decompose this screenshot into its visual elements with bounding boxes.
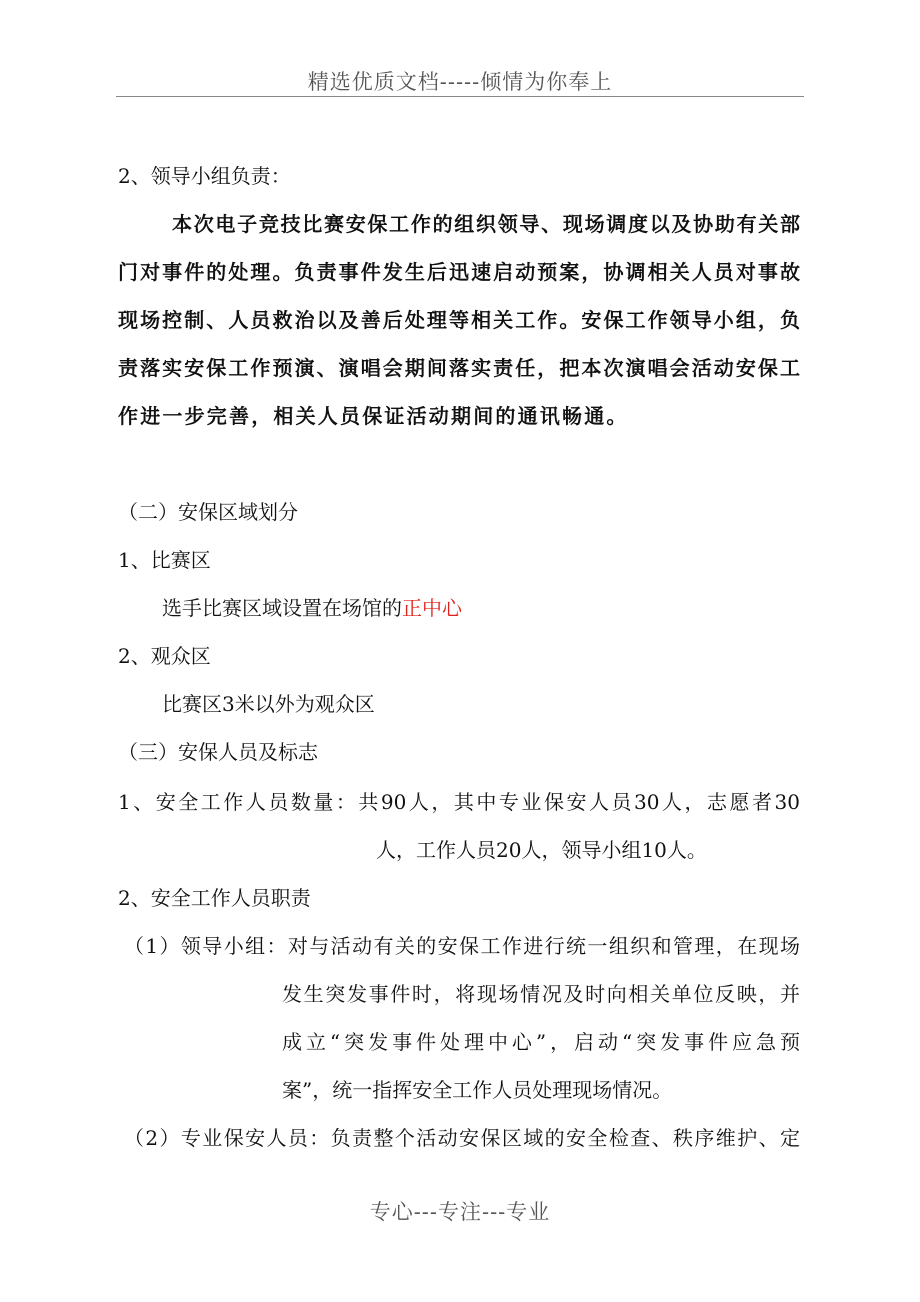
zone-competition-highlight: 正中心	[402, 596, 462, 620]
leader-heading: 2、领导小组负责：	[118, 164, 291, 188]
zone-competition-title: 1、比赛区	[118, 548, 211, 572]
staff-count-line: 1、安全工作人员数量：共90人，其中专业保安人员30人，志愿者30	[118, 790, 800, 814]
duty-leader-line: 案”，统一指挥安全工作人员处理现场情况。	[282, 1078, 673, 1102]
zone-competition-desc	[162, 596, 462, 620]
leader-para-line: 作进一步完善，相关人员保证活动期间的通讯畅通。	[118, 404, 629, 428]
leader-para-line: 门对事件的处理。负责事件发生后迅速启动预案，协调相关人员对事故	[118, 260, 800, 284]
staff-heading: （三）安保人员及标志	[118, 740, 318, 764]
duty-security-line: （2）专业保安人员：负责整个活动安保区域的安全检查、秩序维护、定	[124, 1126, 800, 1150]
leader-para-line: 现场控制、人员救治以及善后处理等相关工作。安保工作领导小组，负	[118, 308, 800, 332]
page-footer: 专心---专注---专业	[369, 1200, 551, 1224]
staff-duties-title: 2、安全工作人员职责	[118, 886, 311, 910]
header-divider	[116, 96, 804, 97]
staff-count-line: 人，工作人员20人，领导小组10人。	[376, 838, 707, 862]
zone-competition-desc-text: 选手比赛区域设置在场馆的	[162, 596, 402, 620]
duty-leader-line: 成立“突发事件处理中心”，启动“突发事件应急预	[282, 1030, 800, 1054]
zones-heading: （二）安保区域划分	[118, 500, 298, 524]
leader-para-line: 责落实安保工作预演、演唱会期间落实责任，把本次演唱会活动安保工	[118, 356, 800, 380]
zone-audience-desc: 比赛区3米以外为观众区	[162, 692, 375, 716]
duty-leader-line: 发生突发事件时，将现场情况及时向相关单位反映，并	[282, 982, 800, 1006]
zone-audience-title: 2、观众区	[118, 644, 211, 668]
leader-para-line: 本次电子竞技比赛安保工作的组织领导、现场调度以及协助有关部	[172, 212, 800, 236]
duty-leader-line: （1）领导小组：对与活动有关的安保工作进行统一组织和管理，在现场	[124, 934, 800, 958]
page-header: 精选优质文档-----倾情为你奉上	[307, 70, 613, 94]
